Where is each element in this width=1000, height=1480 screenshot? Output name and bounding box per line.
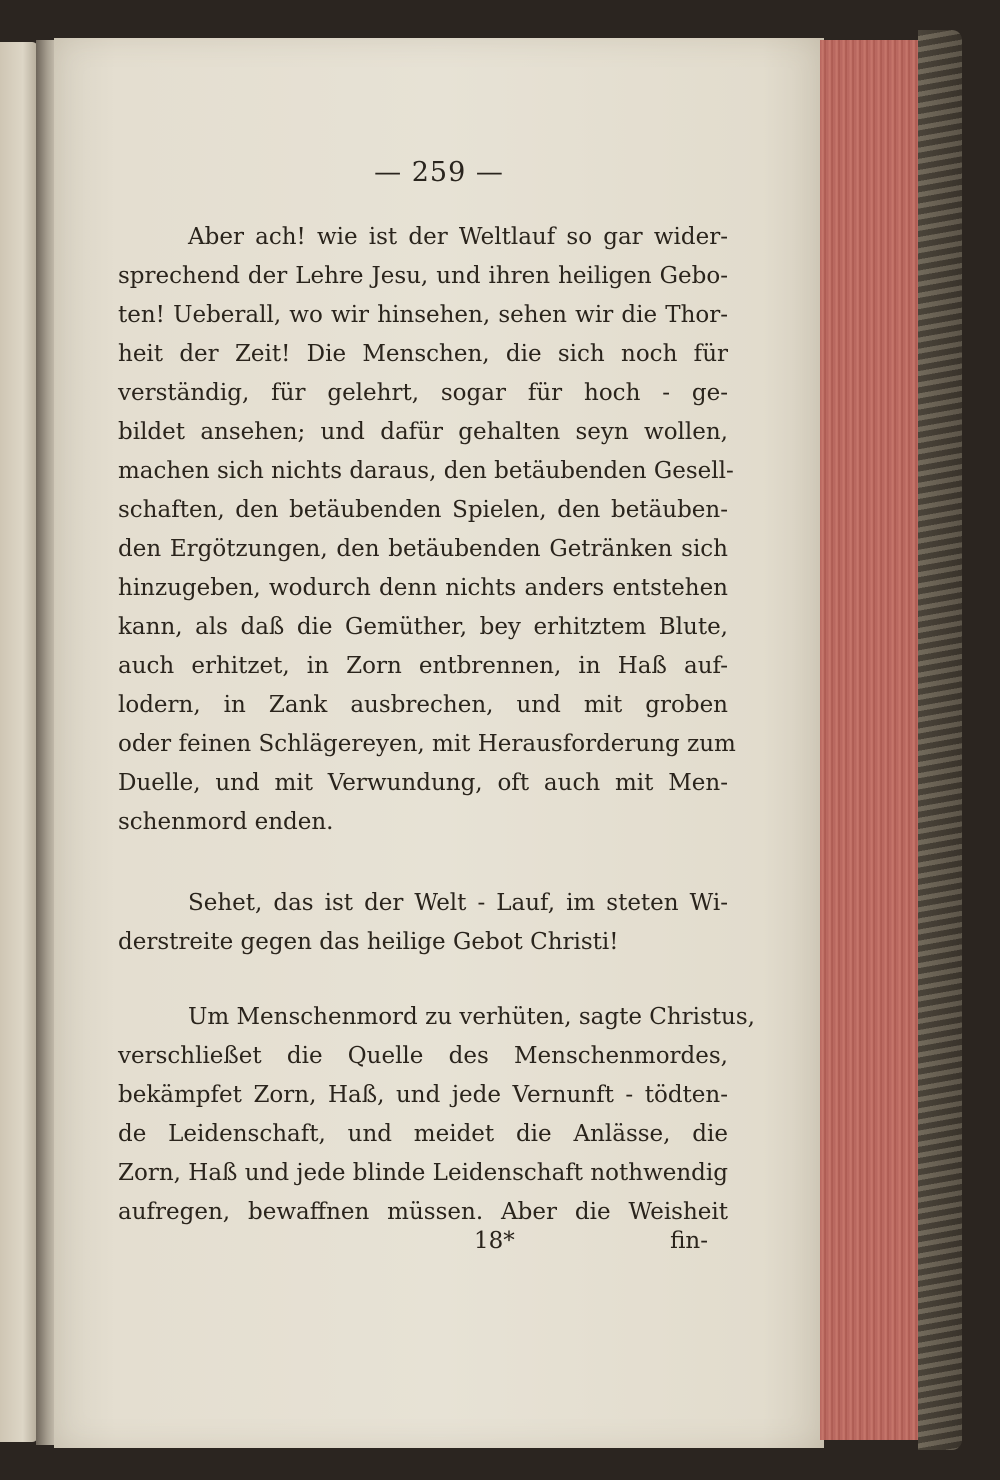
text-line: Duelle, und mit Verwundung, oft auch mit Men- [118, 770, 728, 796]
text-line: Um Menschenmord zu verhüten, sagte Christus, [188, 1004, 755, 1030]
text-line: verschließet die Quelle des Menschenmordes, [118, 1043, 728, 1069]
signature-mark: 18* [474, 1228, 515, 1254]
text-line: ten! Ueberall, wo wir hinsehen, sehen wir die Thor- [118, 302, 728, 328]
text-line: derstreite gegen das heilige Gebot Christi! [118, 929, 619, 955]
text-line: schaften, den betäubenden Spielen, den betäuben- [118, 497, 728, 523]
paragraph-1 [118, 218, 736, 842]
text-line: Aber ach! wie ist der Weltlauf so gar wider- [188, 224, 728, 250]
book-cover-edge [918, 30, 962, 1450]
text-line: lodern, in Zank ausbrechen, und mit groben [118, 692, 728, 718]
left-page-edge [0, 42, 38, 1442]
page-number: — 259 — [374, 156, 504, 188]
text-line: schenmord enden. [118, 809, 334, 835]
text-line: den Ergötzungen, den betäubenden Getränken sich [118, 536, 728, 562]
text-line: aufregen, bewaffnen müssen. Aber die Weisheit [118, 1199, 728, 1225]
text-line: de Leidenschaft, und meidet die Anlässe, die [118, 1121, 728, 1147]
text-line: Sehet, das ist der Welt - Lauf, im steten Wi- [188, 890, 728, 916]
page-edges [820, 40, 924, 1440]
text-line: sprechend der Lehre Jesu, und ihren heiligen Gebo- [118, 263, 728, 289]
text-line: bildet ansehen; und dafür gehalten seyn wollen, [118, 419, 728, 445]
text-line: bekämpfet Zorn, Haß, und jede Vernunft - tödten- [118, 1082, 728, 1108]
catchword: fin- [670, 1228, 708, 1254]
paragraph-2 [118, 884, 728, 962]
text-line: heit der Zeit! Die Menschen, die sich noch für [118, 341, 728, 367]
text-line: machen sich nichts daraus, den betäubenden Gesell- [118, 458, 734, 484]
text-line: kann, als daß die Gemüther, bey erhitztem Blute, [118, 614, 728, 640]
paragraph-3 [118, 998, 755, 1232]
page-footer [118, 1228, 728, 1268]
text-line: oder feinen Schlägereyen, mit Herausforderung zum [118, 731, 736, 757]
text-line: hinzugeben, wodurch denn nichts anders entstehen [118, 575, 728, 601]
text-line: Zorn, Haß und jede blinde Leidenschaft nothwendig [118, 1160, 728, 1186]
text-line: auch erhitzet, in Zorn entbrennen, in Haß auf- [118, 653, 728, 679]
text-line: verständig, für gelehrt, sogar für hoch - ge- [118, 380, 728, 406]
